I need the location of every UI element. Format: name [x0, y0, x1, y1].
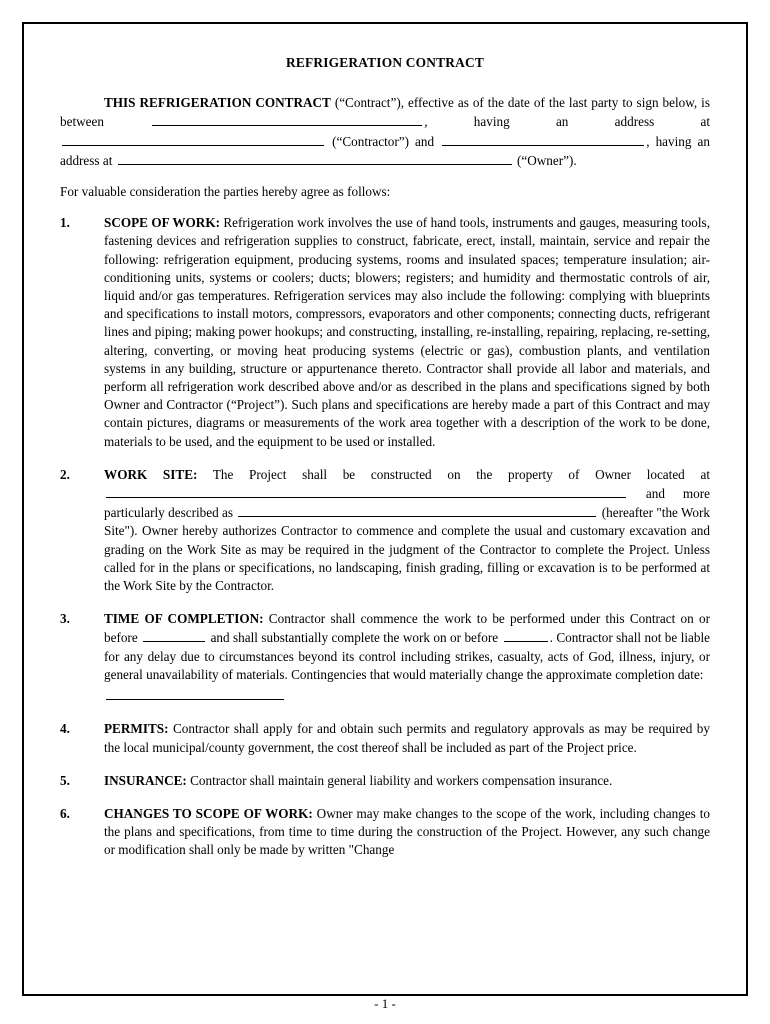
clause-number: 4. — [60, 721, 70, 737]
clause-text-1: The Project shall be constructed on the property of Owner located at — [197, 466, 710, 482]
clause-text-3: (hereafter "the Work Site"). Owner hereby authorizes Contractor to commence and complete the usual and customary excavation and grading on the Work Site as may be required in the judgment of the Contractor to complete the Project. Unless called for in the plans or specifications, no landscaping, finish grading, filling or excavation is to be performed at the Work Site by the Contractor. — [104, 505, 711, 594]
blank-owner-address[interactable] — [118, 151, 512, 165]
clause-heading: TIME OF COMPLETION: — [104, 611, 264, 627]
consideration-paragraph: For valuable consideration the parties hereby agree as follows: — [60, 184, 391, 200]
clause-heading: INSURANCE: — [104, 772, 187, 788]
clause-heading: SCOPE OF WORK: — [104, 215, 220, 231]
blank-start-date[interactable] — [143, 628, 205, 642]
clause-text: Refrigeration work involves the use of hand tools, instruments and gauges, measuring tools, fastening devices and refrigeration supplies to construct, fabricate, erect, install, maintain, service and repair the following: refrigeration equipment, producing systems, rooms and insulated spaces; temperature insulation; air-conditioning units, systems or coolers; ducts; blowers; registers; and humidity and thermostatic controls of air, liquid and/or gas temperatures. Refrigeration services may also include the following: complying with blueprints and specifications to install motors, compressors, evaporators and other components; connecting ducts, refrigerant lines and piping; making power hookups; and constructing, installing, re-installing, repairing, replacing, re-setting, altering, converting, or moving heat producing systems (electric or gas), combustion plants, and ventilation systems in any building, structure or appurtenance thereto. Contractor shall provide all labor and materials, and perform all refrigeration work described above and/or as described in the plans and specifications signed by both Owner and Contractor (“Project”). Such plans and specifications are hereby made a part of this Contract and may contain pictures, diagrams or measurements of the work area together with a description of the work to be done, materials to be used, and the equipment to be used or installed. — [104, 215, 710, 449]
clause-text: Contractor shall apply for and obtain such permits and regulatory approvals as may be required by the local municipal/county government, the cost thereof shall be included as part of the Project price. — [104, 721, 710, 755]
clause-number: 5. — [60, 772, 70, 788]
intro-text-3: (“Contractor”) and — [326, 133, 441, 149]
document-content — [60, 22, 710, 860]
clause-work-site — [60, 466, 710, 595]
clause-number: 6. — [60, 805, 70, 821]
page-number: - 1 - — [374, 996, 396, 1011]
intro-text-5: (“Owner”). — [513, 152, 577, 168]
clause-body — [104, 610, 710, 705]
clause-body — [104, 720, 710, 756]
clause-body — [104, 805, 710, 860]
intro-text-2: , having an address at — [424, 114, 711, 130]
clause-heading: WORK SITE: — [104, 466, 198, 482]
clause-text-2: and more particularly described as — [104, 486, 710, 521]
intro-text-1: (“Contract”), effective as of the date of the last party to sign below, is between — [60, 95, 710, 130]
blank-work-site-description[interactable] — [238, 503, 596, 517]
clause-text: Owner may make changes to the scope of the work, including changes to the plans and specifications, from time to time during the construction of the Project. However, any such change or modification shall only be made by written "Change — [104, 805, 711, 858]
clause-heading: CHANGES TO SCOPE OF WORK: — [104, 805, 313, 821]
clause-text-3: . Contractor shall not be liable for any delay due to circumstances beyond its control including strikes, casualty, acts of God, illness, injury, or general unavailability of materials. Contingencies that would materially change the approximate completion date: — [104, 630, 710, 682]
blank-contingencies-row — [104, 686, 710, 705]
intro-paragraph — [60, 94, 710, 170]
blank-completion-date[interactable] — [504, 628, 548, 642]
clause-number: 3. — [60, 611, 70, 627]
clause-insurance — [60, 772, 710, 790]
clause-body — [104, 772, 710, 790]
clause-permits — [60, 720, 710, 756]
intro-lead: THIS REFRIGERATION CONTRACT — [104, 95, 331, 111]
clause-body — [104, 214, 710, 451]
clause-number: 1. — [60, 215, 70, 231]
clause-text-1: Contractor shall commence the work to be performed under this Contract on or before — [104, 611, 710, 646]
clause-body — [104, 466, 710, 595]
intro-text-4: , having an address at — [60, 133, 710, 168]
clause-text-2: and shall substantially complete the work on or before — [207, 630, 502, 646]
clause-time-of-completion — [60, 610, 710, 705]
blank-work-site-location[interactable] — [106, 484, 626, 498]
blank-contractor-address[interactable] — [62, 132, 324, 146]
clause-scope-of-work — [60, 214, 710, 451]
clause-changes-to-scope-of-work — [60, 805, 710, 860]
blank-party-b[interactable] — [442, 132, 644, 146]
clause-text: Contractor shall maintain general liability and workers compensation insurance. — [186, 772, 613, 788]
page-title: REFRIGERATION CONTRACT — [286, 55, 484, 70]
clause-number: 2. — [60, 466, 70, 482]
clause-heading: PERMITS: — [104, 721, 169, 737]
blank-party-a[interactable] — [152, 112, 422, 126]
blank-contingencies[interactable] — [106, 686, 284, 700]
